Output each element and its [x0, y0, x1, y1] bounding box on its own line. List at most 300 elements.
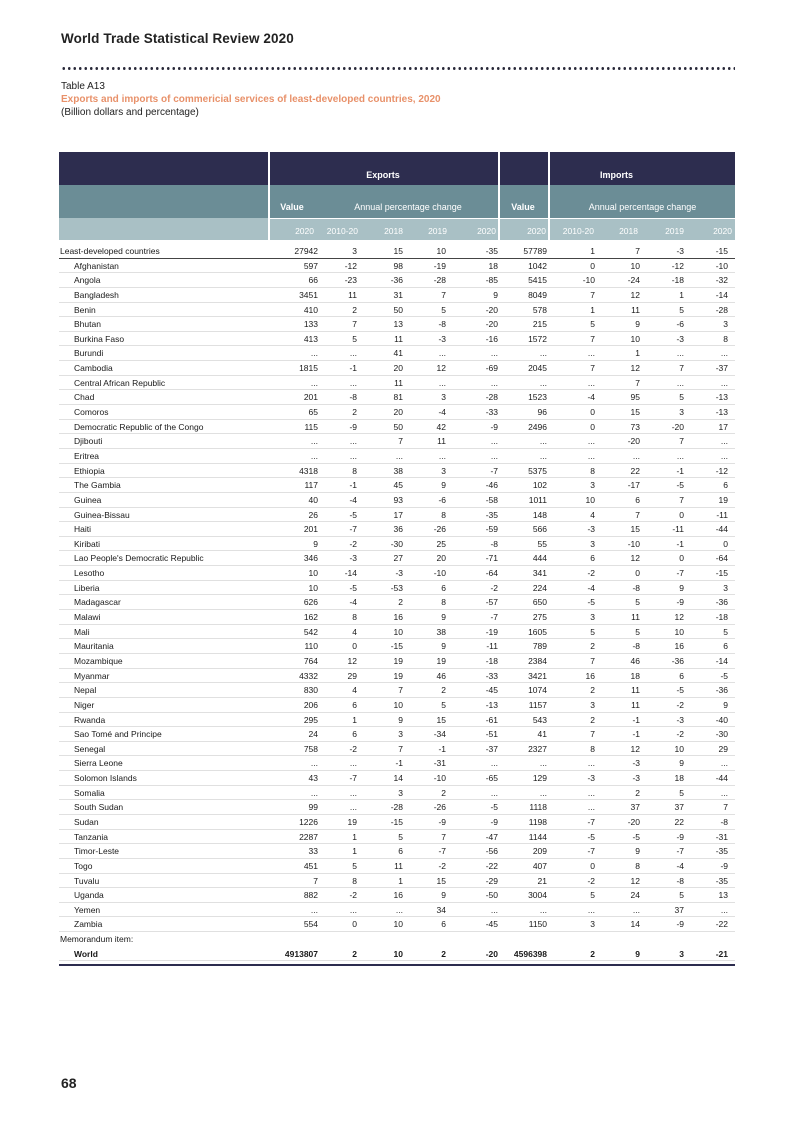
table-cell: 3 — [352, 246, 357, 256]
table-cell: ... — [539, 787, 547, 798]
table-cell: 295 — [303, 714, 318, 725]
table-cell: 7 — [398, 743, 403, 754]
table-cell: 2 — [590, 641, 595, 652]
table-cell: 133 — [303, 319, 318, 330]
table-cell: 578 — [532, 304, 547, 315]
table-row — [59, 259, 735, 274]
table-row — [59, 478, 735, 493]
table-cell: -5 — [632, 831, 640, 842]
table-cell: 9 — [398, 714, 403, 725]
table-cell: 13 — [718, 890, 728, 901]
table-row — [59, 464, 735, 479]
table-cell: -5 — [676, 480, 684, 491]
table-cell: 1 — [590, 304, 595, 315]
table-cell: -37 — [715, 363, 728, 374]
table-cell: 11 — [348, 289, 357, 300]
table-cell: ... — [310, 348, 318, 359]
table-cell: 7 — [679, 363, 684, 374]
table-cell: 17 — [718, 421, 728, 432]
table-cell: 12 — [630, 553, 640, 564]
table-cell: 1198 — [528, 816, 547, 827]
table-cell: 95 — [630, 392, 640, 403]
table-cell: 14 — [630, 919, 640, 930]
table-cell: -11 — [672, 524, 684, 535]
table-cell: -1 — [438, 743, 446, 754]
table-cell: 16 — [674, 641, 684, 652]
table-cell: 3 — [723, 582, 728, 593]
country-name: Malawi — [74, 612, 101, 623]
table-cell: 33 — [308, 846, 318, 857]
table-cell: 2 — [352, 304, 357, 315]
table-row — [59, 273, 735, 288]
table-cell: -22 — [715, 919, 728, 930]
table-cell: 1 — [352, 831, 357, 842]
table-cell: ... — [587, 787, 595, 798]
table-cell: 50 — [393, 304, 403, 315]
table-row — [59, 727, 735, 742]
table-cell: 2 — [441, 948, 446, 959]
table-row — [59, 771, 735, 786]
table-cell: -2 — [676, 729, 684, 740]
country-name: Benin — [74, 304, 96, 315]
table-cell: -44 — [715, 773, 728, 784]
table-cell: 201 — [303, 392, 318, 403]
table-cell: -35 — [485, 509, 498, 520]
table-cell: 14 — [393, 773, 403, 784]
country-name: Least-developed countries — [60, 246, 160, 256]
table-cell: 41 — [537, 729, 547, 740]
table-cell: 5 — [590, 890, 595, 901]
country-name: Tanzania — [74, 831, 109, 842]
table-cell: -8 — [632, 641, 640, 652]
table-cell: -36 — [671, 655, 684, 666]
table-cell: 98 — [393, 260, 403, 271]
table-cell: 4 — [352, 685, 357, 696]
table-cell: 10 — [630, 333, 640, 344]
table-cell: -13 — [715, 392, 728, 403]
table-cell: -16 — [485, 333, 498, 344]
table-cell: 37 — [674, 802, 684, 813]
table-cell: 129 — [532, 773, 547, 784]
table-cell: -28 — [433, 275, 446, 286]
country-name: Chad — [74, 392, 95, 403]
table-cell: 7 — [679, 494, 684, 505]
table-cell: 0 — [679, 509, 684, 520]
table-cell: ... — [676, 348, 684, 359]
table-cell: -6 — [676, 319, 684, 330]
country-name: Tuvalu — [74, 875, 100, 886]
table-cell: 3 — [398, 729, 403, 740]
table-cell: ... — [310, 904, 318, 915]
table-cell: 341 — [532, 568, 547, 579]
table-cell: 38 — [393, 465, 403, 476]
table-cell: -15 — [715, 246, 728, 256]
table-cell: 27942 — [294, 246, 318, 256]
page-number: 68 — [61, 1075, 77, 1091]
table-cell: ... — [438, 450, 446, 461]
country-name: Kiribati — [74, 538, 100, 549]
table-cell: -20 — [485, 304, 498, 315]
table-cell: -26 — [433, 524, 446, 535]
dotted-divider — [61, 66, 735, 71]
table-cell: 566 — [532, 524, 547, 535]
table-cell: -3 — [676, 333, 684, 344]
table-cell: -18 — [485, 655, 498, 666]
country-name: Niger — [74, 699, 95, 710]
table-cell: 7 — [313, 875, 318, 886]
table-cell: 7 — [590, 655, 595, 666]
table-row — [59, 874, 735, 889]
table-cell: -2 — [349, 538, 357, 549]
table-cell: -4 — [349, 494, 357, 505]
imports-year-value: 2020 — [527, 226, 546, 236]
country-name: Lao People's Democratic Republic — [74, 553, 204, 564]
table-cell: -17 — [627, 480, 640, 491]
table-cell: 11 — [631, 699, 640, 710]
table-cell: -5 — [349, 509, 357, 520]
table-cell: 8 — [590, 465, 595, 476]
table-cell: 2 — [441, 787, 446, 798]
table-cell: 5 — [441, 699, 446, 710]
country-name: Comoros — [74, 407, 109, 418]
table-cell: -31 — [715, 831, 728, 842]
table-row — [59, 713, 735, 728]
table-cell: 55 — [537, 538, 547, 549]
table-row — [59, 669, 735, 684]
exports-year-2010-20: 2010-20 — [326, 226, 358, 236]
table-cell: -19 — [433, 260, 446, 271]
table-cell: 42 — [436, 421, 446, 432]
table-cell: -1 — [349, 363, 357, 374]
table-cell: ... — [720, 348, 728, 359]
table-cell: ... — [490, 377, 498, 388]
exports-year-2020: 2020 — [477, 226, 496, 236]
table-cell: 275 — [532, 612, 547, 623]
table-row — [59, 917, 735, 932]
table-cell: 758 — [303, 743, 318, 754]
table-label: Table A13 — [61, 81, 105, 92]
table-cell: 1572 — [528, 333, 547, 344]
table-cell: -2 — [587, 568, 595, 579]
table-cell: 5 — [590, 319, 595, 330]
table-cell: 9 — [441, 480, 446, 491]
country-name: Togo — [74, 860, 93, 871]
table-cell: -1 — [349, 480, 357, 491]
country-name: Guinea-Bissau — [74, 509, 130, 520]
table-cell: -64 — [715, 553, 728, 564]
table-cell: -28 — [715, 304, 728, 315]
table-cell: -7 — [676, 568, 684, 579]
table-cell: -35 — [715, 875, 728, 886]
table-cell: 3004 — [528, 890, 547, 901]
table-cell: 10 — [393, 948, 403, 959]
country-name: Mauritania — [74, 641, 114, 652]
table-cell: 16 — [585, 670, 595, 681]
table-row — [59, 654, 735, 669]
table-cell: -3 — [587, 773, 595, 784]
table-cell: 2045 — [528, 363, 547, 374]
table-cell: 22 — [630, 465, 640, 476]
table-cell: -65 — [485, 773, 498, 784]
table-bottom-rule — [59, 964, 735, 966]
table-cell: 1 — [590, 246, 595, 256]
table-cell: -7 — [676, 846, 684, 857]
table-cell: 24 — [630, 890, 640, 901]
table-cell: ... — [539, 904, 547, 915]
table-cell: 1157 — [528, 699, 547, 710]
table-cell: 5 — [635, 597, 640, 608]
table-cell: 96 — [537, 407, 547, 418]
table-row — [59, 581, 735, 596]
table-cell: 2 — [352, 948, 357, 959]
table-row — [59, 434, 735, 449]
table-cell: ... — [310, 377, 318, 388]
table-row — [59, 830, 735, 845]
table-row — [59, 844, 735, 859]
table-cell: -32 — [715, 275, 728, 286]
table-cell: 3 — [590, 612, 595, 623]
country-name: Guinea — [74, 494, 102, 505]
table-cell: -8 — [349, 392, 357, 403]
table-cell: -11 — [486, 641, 498, 652]
table-cell: -5 — [349, 582, 357, 593]
table-row — [59, 551, 735, 566]
table-cell: -10 — [715, 260, 728, 271]
data-table — [59, 244, 735, 961]
table-subtitle: (Billion dollars and percentage) — [61, 107, 199, 118]
table-cell: -46 — [485, 480, 498, 491]
table-cell: 148 — [532, 509, 547, 520]
table-cell: 162 — [303, 612, 318, 623]
country-name: Timor-Leste — [74, 846, 120, 857]
table-cell: 37 — [630, 802, 640, 813]
table-row — [59, 405, 735, 420]
imports-header: Imports — [599, 170, 633, 180]
table-cell: 7 — [441, 831, 446, 842]
table-cell: 9 — [679, 758, 684, 769]
table-cell: 37 — [674, 904, 684, 915]
table-row — [59, 376, 735, 391]
table-cell: 6 — [398, 846, 403, 857]
exports-year-value: 2020 — [295, 226, 314, 236]
table-cell: -1 — [676, 538, 684, 549]
table-cell: ... — [720, 787, 728, 798]
table-cell: 81 — [393, 392, 403, 403]
table-cell: -2 — [676, 699, 684, 710]
table-cell: 201 — [303, 524, 318, 535]
table-cell: 12 — [630, 743, 640, 754]
table-cell: 7 — [635, 377, 640, 388]
country-name: Ethiopia — [74, 465, 105, 476]
imports-year-2018: 2018 — [619, 226, 638, 236]
table-cell: -2 — [349, 743, 357, 754]
country-name: Djibouti — [74, 436, 103, 447]
table-cell: -5 — [587, 597, 595, 608]
table-cell: 3 — [441, 465, 446, 476]
table-cell: 3 — [398, 787, 403, 798]
table-cell: ... — [539, 450, 547, 461]
table-cell: -20 — [485, 319, 498, 330]
table-row — [59, 625, 735, 640]
table-cell: 12 — [347, 655, 357, 666]
table-cell: -51 — [485, 729, 498, 740]
table-cell: 10 — [436, 246, 446, 256]
table-cell: 789 — [532, 641, 547, 652]
table-cell: 8 — [723, 333, 728, 344]
table-cell: ... — [395, 904, 403, 915]
table-cell: -20 — [627, 436, 640, 447]
table-cell: 451 — [303, 860, 318, 871]
table-cell: -61 — [485, 714, 498, 725]
table-row — [59, 888, 735, 903]
table-cell: 4596398 — [513, 948, 547, 959]
table-cell: 10 — [393, 626, 403, 637]
table-cell: 0 — [679, 553, 684, 564]
table-row — [59, 932, 735, 947]
table-cell: 2 — [590, 685, 595, 696]
table-cell: -3 — [632, 758, 640, 769]
table-cell: -7 — [438, 846, 446, 857]
table-cell: 8 — [441, 597, 446, 608]
table-cell: ... — [490, 348, 498, 359]
table-cell: -15 — [715, 568, 728, 579]
table-cell: -6 — [438, 494, 446, 505]
table-cell: -8 — [676, 875, 684, 886]
table-cell: -20 — [671, 421, 684, 432]
table-cell: -4 — [587, 392, 595, 403]
table-cell: 6 — [679, 670, 684, 681]
table-cell: 21 — [537, 875, 547, 886]
table-cell: -33 — [485, 670, 498, 681]
table-cell: 3421 — [528, 670, 547, 681]
country-name: Burundi — [74, 348, 104, 359]
table-cell: -1 — [632, 714, 640, 725]
table-cell: 1074 — [528, 685, 547, 696]
table-cell: -3 — [349, 553, 357, 564]
table-cell: 11 — [631, 612, 640, 623]
table-cell: -7 — [349, 773, 357, 784]
table-cell: -9 — [676, 831, 684, 842]
table-cell: 6 — [635, 494, 640, 505]
table-cell: -34 — [433, 729, 446, 740]
table-cell: 20 — [436, 553, 446, 564]
table-cell: 3451 — [299, 289, 318, 300]
table-cell: ... — [587, 450, 595, 461]
country-name: Central African Republic — [74, 377, 166, 388]
table-cell: 6 — [352, 699, 357, 710]
table-cell: 19 — [393, 670, 403, 681]
imports-year-2020: 2020 — [713, 226, 732, 236]
table-cell: ... — [310, 787, 318, 798]
table-cell: -9 — [490, 816, 498, 827]
table-cell: -7 — [587, 816, 595, 827]
table-cell: 543 — [532, 714, 547, 725]
table-cell: 17 — [393, 509, 403, 520]
table-cell: 0 — [723, 538, 728, 549]
table-cell: -20 — [627, 816, 640, 827]
table-cell: ... — [632, 904, 640, 915]
table-cell: -29 — [485, 875, 498, 886]
table-cell: -2 — [438, 860, 446, 871]
table-cell: 2287 — [299, 831, 318, 842]
table-cell: 9 — [441, 612, 446, 623]
table-cell: ... — [539, 758, 547, 769]
table-cell: -35 — [485, 246, 498, 256]
table-row — [59, 537, 735, 552]
table-cell: -8 — [438, 319, 446, 330]
table-cell: 1 — [679, 289, 684, 300]
table-cell: -7 — [490, 465, 498, 476]
table-cell: ... — [490, 436, 498, 447]
table-cell: 8 — [352, 465, 357, 476]
table-cell: 5 — [398, 831, 403, 842]
table-cell: 16 — [393, 612, 403, 623]
table-cell: 27 — [393, 553, 403, 564]
country-name: Myanmar — [74, 670, 110, 681]
table-cell: 10 — [393, 919, 403, 930]
table-cell: 206 — [303, 699, 318, 710]
table-cell: -14 — [344, 568, 357, 579]
table-cell: 3 — [590, 699, 595, 710]
table-cell: 24 — [308, 729, 318, 740]
table-cell: -47 — [485, 831, 498, 842]
table-cell: 8 — [441, 509, 446, 520]
table-cell: 115 — [304, 421, 318, 432]
table-cell: ... — [310, 450, 318, 461]
table-row — [59, 449, 735, 464]
table-cell: ... — [539, 436, 547, 447]
table-cell: 3 — [679, 407, 684, 418]
table-cell: 43 — [308, 773, 318, 784]
imports-value-header: Value — [511, 202, 535, 212]
table-cell: 1150 — [528, 919, 547, 930]
table-row — [59, 522, 735, 537]
country-name: The Gambia — [74, 480, 121, 491]
table-cell: 7 — [723, 802, 728, 813]
table-cell: 9 — [723, 699, 728, 710]
table-cell: ... — [676, 377, 684, 388]
table-cell: -23 — [344, 275, 357, 286]
table-cell: 1144 — [528, 831, 547, 842]
table-cell: 12 — [630, 289, 640, 300]
table-cell: 3 — [723, 319, 728, 330]
table-row — [59, 244, 735, 259]
imports-year-2010-20: 2010-20 — [562, 226, 594, 236]
table-cell: 10 — [308, 568, 318, 579]
table-cell: 66 — [308, 275, 318, 286]
country-name: Afghanistan — [74, 260, 119, 271]
table-cell: 11 — [394, 377, 403, 388]
table-cell: 34 — [436, 904, 446, 915]
country-name: Liberia — [74, 582, 100, 593]
table-cell: 22 — [674, 816, 684, 827]
country-name: Haiti — [74, 524, 92, 535]
table-cell: 6 — [590, 553, 595, 564]
table-cell: 8 — [590, 743, 595, 754]
table-cell: 4913807 — [284, 948, 318, 959]
table-cell: 6 — [352, 729, 357, 740]
table-cell: ... — [490, 787, 498, 798]
table-cell: -13 — [485, 699, 498, 710]
table-cell: -58 — [485, 494, 498, 505]
table-cell: 7 — [590, 729, 595, 740]
table-cell: 15 — [436, 875, 446, 886]
table-cell: 3 — [441, 392, 446, 403]
table-cell: 110 — [304, 641, 318, 652]
table-cell: 1815 — [299, 363, 318, 374]
table-cell: 5 — [635, 626, 640, 637]
exports-header: Exports — [366, 170, 400, 180]
